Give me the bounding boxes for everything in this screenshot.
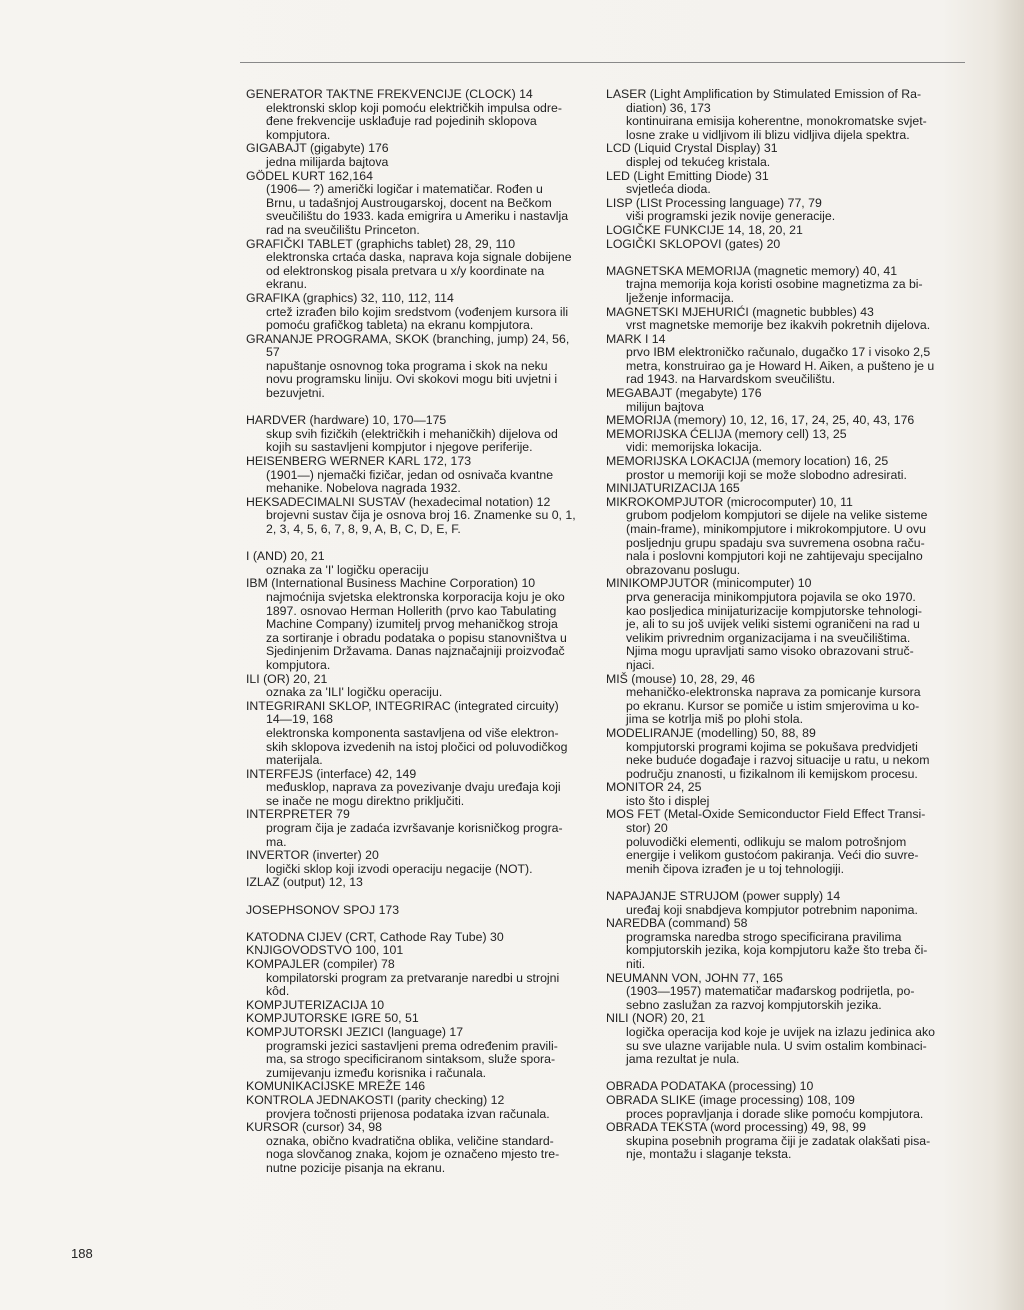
index-column-right	[606, 88, 958, 1162]
entry-definition: vidi: memorijska lokacija.	[626, 440, 762, 455]
entry-definition: (1906— ?) američki logičar i matematičar. Rođen u Brnu, u tadašnjoj Austrougarskoj, docent na Bečkom sveučilištu do 1933. kada emigrira u Ameriku i nastavlja rad na sveučilištu Princeton.	[266, 182, 569, 237]
entry-definition: oznaka, obično kvadratična oblika, veličine standard- noga slovčanog znaka, kojom je označeno mjesto tre- nutne pozicije pisanja na ekranu.	[266, 1133, 560, 1175]
index-entry	[606, 455, 958, 482]
index-entry	[246, 904, 602, 918]
entry-definition: prostor u memoriji koji se može slobodno adresirati.	[626, 467, 907, 482]
entry-definition: programski jezici sastavljeni prema određenim pravili- ma, sa strogo specificiranom sintaksom, služe spora- zumijevanju između korisnika i računala.	[266, 1038, 558, 1080]
index-entry	[606, 238, 958, 252]
entry-heading: INTERFEJS (interface) 42, 149	[246, 766, 417, 781]
entry-heading: NILI (NOR) 20, 21	[606, 1011, 706, 1026]
entry-definition: viši programski jezik novije generacije.	[626, 209, 836, 224]
index-entry	[246, 142, 602, 169]
index-entry	[606, 781, 958, 808]
entry-definition: najmoćnija svjetska elektronska korporacija koju je oko 1897. osnovao Herman Hollerith (prvo kao Tabulating Machine Company) izumitelj prvog mehaničkog stroja za sortiranje i obradu podataka o popisu stanovništva u Sjedinjenim Državama. Danas najznačajniji proizvođač kompjutora.	[266, 589, 567, 672]
index-entry	[606, 265, 958, 306]
index-entry	[606, 727, 958, 781]
index-entry	[246, 333, 602, 401]
entry-definition: prva generacija minikompjutora pojavila se oko 1970. kao posljedica minijaturizacije kompjutorske tehnologi- je, ali to su još uvijek veliki sistemi ograničeni na rad u velikim privrednim organizacijama i na sveučilištima. Njima mogu upravljati samo visoko obrazovani struč- njaci.	[626, 589, 922, 672]
entry-definition: kompilatorski program za pretvaranje naredbi u strojni kôd.	[266, 970, 560, 999]
index-entry	[606, 890, 958, 917]
entry-heading: OBRADA SLIKE (image processing) 108, 109	[606, 1092, 855, 1107]
entry-heading: INVERTOR (inverter) 20	[246, 848, 379, 863]
entry-definition: oznaka za 'ILI' logičku operaciju.	[266, 685, 443, 700]
entry-definition: trajna memorija koja koristi osobine magnetizma za bi- lježenje informacija.	[626, 277, 923, 305]
entry-heading: INTEGRIRANI SKLOP, INTEGRIRAC (integrated circuity)	[246, 698, 559, 713]
index-entry	[606, 972, 958, 1013]
index-entry	[246, 414, 602, 455]
index-entry	[606, 306, 958, 333]
index-entry	[606, 88, 958, 142]
entry-definition: kompjutorski programi kojima se pokušava predvidjeti neke buduće događaje i razvoj situacije u ratu, u nekom području znanosti, u fizikalnom ili kemijskom procesu.	[626, 739, 930, 781]
entry-heading: I (AND) 20, 21	[246, 549, 325, 564]
entry-heading: GRANANJE PROGRAMA, SKOK (branching, jump) 24, 56,	[246, 331, 570, 346]
entry-definition: skup svih fizičkih (električkih i mehaničkih) dijelova od kojih su sastavljeni kompjutor i njegove periferije.	[266, 426, 558, 455]
entry-definition: (1903—1957) matematičar mađarskog podrijetla, po- sebno zaslužan za razvoj kompjutorskih jezika.	[626, 984, 915, 1012]
entry-heading: OBRADA PODATAKA (processing) 10	[606, 1079, 814, 1094]
entry-heading: MEMORIJSKA LOKACIJA (memory location) 16, 25	[606, 454, 889, 469]
entry-heading: GRAFIČKI TABLET (graphichs tablet) 28, 29, 110	[246, 236, 516, 251]
index-entry	[246, 958, 602, 999]
index-entry	[606, 333, 958, 387]
page-number: 188	[71, 1246, 93, 1261]
entry-heading: MEMORIJA (memory) 10, 12, 16, 17, 24, 25, 40, 43, 176	[606, 413, 915, 428]
index-column-left	[246, 88, 602, 1176]
entry-heading: GENERATOR TAKTNE FREKVENCIJE (CLOCK) 14	[246, 87, 533, 101]
index-entry	[246, 876, 602, 890]
entry-heading: ILI (OR) 20, 21	[246, 671, 328, 686]
index-entry	[246, 1080, 602, 1094]
entry-definition: 57 napuštanje osnovnog toka programa i skok na neku novu programsku liniju. Ovi skokovi mogu biti uvjetni i bezuvjetni.	[266, 345, 558, 401]
index-entry	[606, 142, 958, 169]
index-entry	[606, 170, 958, 197]
entry-heading: KURSOR (cursor) 34, 98	[246, 1120, 382, 1135]
entry-heading: HEKSADECIMALNI SUSTAV (hexadecimal notation) 12	[246, 494, 551, 509]
index-entry	[246, 1121, 602, 1175]
entry-heading: NEUMANN VON, JOHN 77, 165	[606, 970, 783, 985]
entry-definition: brojevni sustav čija je osnova broj 16. Znamenke su 0, 1, 2, 3, 4, 5, 6, 7, 8, 9, A, B, C, D, E, F.	[266, 508, 576, 536]
entry-heading: MARK I 14	[606, 331, 666, 346]
entry-heading: LASER (Light Amplification by Stimulated Emission of Ra-	[606, 87, 922, 101]
entry-definition: grubom podjelom kompjutori se dijele na velike sisteme (main-frame), minikompjutore i mikrokompjutore. U ovu posljednju grupu spadaju sva suvremena osobna raču- nala i poslovni kompjutori koji ne zahtijevaju specijalno obrazovanu poslugu.	[626, 508, 928, 577]
entry-definition: diation) 36, 173 kontinuirana emisija koherentne, monokromatske svjet- losne zrake u vidljivom ili blizu vidljiva dijela spektra.	[626, 100, 927, 142]
entry-definition: uređaj koji snabdjeva kompjutor potrebnim naponima.	[626, 902, 918, 917]
index-entry	[606, 577, 958, 672]
index-entry	[606, 387, 958, 414]
index-entry	[606, 1012, 958, 1066]
index-entry	[606, 1080, 958, 1094]
entry-definition: stor) 20 poluvodički elementi, odlikuju se malom potrošnjom energije i velikom gustoćom pakiranja. Veći dio suvre- menih čipova izrađen je u toj tehnologiji.	[626, 821, 919, 876]
entry-heading: LCD (Liquid Crystal Display) 31	[606, 141, 778, 156]
entry-heading: KOMUNIKACIJSKE MREŽE 146	[246, 1079, 426, 1094]
entry-heading: OBRADA TEKSTA (word processing) 49, 98, 99	[606, 1120, 866, 1135]
index-entry	[246, 1094, 602, 1121]
entry-definition: prvo IBM elektroničko računalo, dugačko 17 i visoko 2,5 metra, konstruirao ga je Howard H. Aiken, a pušteno je u rad 1943. na Harvardskom sveučilištu.	[626, 345, 935, 387]
entry-heading: GRAFIKA (graphics) 32, 110, 112, 114	[246, 290, 454, 305]
entry-definition: međusklop, naprava za povezivanje dvaju uređaja koji se inače ne mogu direktno priključiti.	[266, 780, 561, 808]
entry-heading: LISP (LISt Processing language) 77, 79	[606, 195, 822, 210]
index-entry	[246, 931, 602, 945]
index-entry	[246, 768, 602, 809]
entry-heading: JOSEPHSONOV SPOJ 173	[246, 902, 400, 917]
entry-heading: NAPAJANJE STRUJOM (power supply) 14	[606, 889, 841, 904]
entry-definition: elektronski sklop koji pomoću električkih impulsa odre- đene frekvencije usklađuje rad pojedinih sklopova kompjutora.	[266, 100, 562, 142]
index-entry	[606, 917, 958, 971]
index-entry	[606, 1094, 958, 1121]
entry-heading: IZLAZ (output) 12, 13	[246, 875, 363, 890]
index-entry	[606, 1121, 958, 1162]
index-entry	[246, 550, 602, 577]
index-entry	[246, 170, 602, 238]
entry-heading: MAGNETSKI MJEHURIĆI (magnetic bubbles) 43	[606, 304, 874, 319]
index-entry	[246, 700, 602, 768]
entry-definition: skupina posebnih programa čiji je zadatak olakšati pisa- nje, montažu i slaganje teksta.	[626, 1133, 931, 1162]
entry-definition: milijun bajtova	[626, 399, 704, 414]
entry-heading: MINIKOMPJUTOR (minicomputer) 10	[606, 576, 812, 591]
entry-heading: KOMPJUTORSKI JEZICI (language) 17	[246, 1024, 464, 1039]
index-entry	[246, 999, 602, 1013]
entry-definition: programska naredba strogo specificirana pravilima kompjutorskih jezika, koja kompjutoru kaže što treba či- niti.	[626, 929, 928, 971]
index-entry	[246, 455, 602, 496]
index-entry	[246, 1012, 602, 1026]
entry-heading: HEISENBERG WERNER KARL 172, 173	[246, 454, 472, 469]
entry-heading: GIGABAJT (gigabyte) 176	[246, 141, 389, 156]
entry-definition: jedna milijarda bajtova	[266, 154, 389, 169]
index-entry	[246, 808, 602, 849]
entry-definition: proces popravljanja i dorade slike pomoću kompjutora.	[626, 1106, 924, 1121]
entry-heading: LED (Light Emitting Diode) 31	[606, 168, 769, 183]
index-entry	[246, 496, 602, 537]
entry-heading: HARDVER (hardware) 10, 170—175	[246, 413, 447, 428]
index-entry	[606, 673, 958, 727]
entry-definition: svjetleća dioda.	[626, 182, 711, 197]
entry-definition: oznaka za 'I' logičku operaciju	[266, 562, 429, 577]
entry-definition: crtež izrađen bilo kojim sredstvom (vođenjem kursora ili pomoću grafičkog tableta) na ekranu kompjutora.	[266, 304, 569, 333]
index-entry	[246, 577, 602, 672]
entry-definition: 14—19, 168 elektronska komponenta sastavljena od više elektron- skih sklopova izvedenih na istoj pločici od poluvodičkog materijala.	[266, 712, 568, 768]
index-entry	[606, 414, 958, 428]
index-entry	[246, 292, 602, 333]
entry-heading: GÖDEL KURT 162,164	[246, 168, 373, 183]
entry-heading: MAGNETSKA MEMORIJA (magnetic memory) 40, 41	[606, 263, 898, 278]
entry-heading: KOMPJUTERIZACIJA 10	[246, 997, 385, 1012]
entry-definition: provjera točnosti prijenosa podataka izvan računala.	[266, 1106, 550, 1121]
entry-heading: KATODNA CIJEV (CRT, Cathode Ray Tube) 30	[246, 929, 504, 944]
entry-heading: MINIJATURIZACIJA 165	[606, 481, 740, 496]
entry-heading: MEMORIJSKA ĆELIJA (memory cell) 13, 25	[606, 426, 847, 441]
index-entry	[246, 673, 602, 700]
entry-heading: MONITOR 24, 25	[606, 780, 702, 795]
entry-heading: NAREDBA (command) 58	[606, 916, 748, 931]
index-entry	[606, 224, 958, 238]
entry-definition: (1901—) njemački fizičar, jedan od osnivača kvantne mehanike. Nobelova nagrada 1932.	[266, 467, 554, 496]
index-entry	[246, 238, 602, 292]
entry-heading: KONTROLA JEDNAKOSTI (parity checking) 12	[246, 1092, 505, 1107]
entry-definition: vrst magnetske memorije bez ikakvih pokretnih dijelova.	[626, 318, 931, 333]
entry-heading: MIŠ (mouse) 10, 28, 29, 46	[606, 671, 756, 686]
entry-heading: LOGIČKE FUNKCIJE 14, 18, 20, 21	[606, 222, 803, 237]
entry-definition: isto što i displej	[626, 793, 710, 808]
index-entry	[606, 428, 958, 455]
entry-heading: MIKROKOMPJUTOR (microcomputer) 10, 11	[606, 494, 853, 509]
entry-heading: INTERPRETER 79	[246, 807, 350, 822]
entry-heading: MOS FET (Metal-Oxide Semiconductor Field Effect Transi-	[606, 807, 926, 822]
entry-heading: LOGIČKI SKLOPOVI (gates) 20	[606, 236, 781, 251]
index-entry	[606, 808, 958, 876]
index-entry	[246, 88, 602, 142]
entry-heading: MEGABAJT (megabyte) 176	[606, 386, 762, 401]
entry-definition: mehaničko-elektronska naprava za pomicanje kursora po ekranu. Kursor se pomiče u istim smjerovima u ko- jima se kotrlja miš po plohi stola.	[626, 685, 921, 727]
entry-heading: KNJIGOVODSTVO 100, 101	[246, 943, 404, 958]
index-entry	[246, 944, 602, 958]
index-entry	[606, 482, 958, 496]
entry-definition: elektronska crtaća daska, naprava koja signale dobijene od elektronskog pisala pretvara u x/y koordinate na ekranu.	[266, 250, 572, 292]
entry-heading: KOMPJUTORSKE IGRE 50, 51	[246, 1011, 419, 1026]
index-entry	[606, 197, 958, 224]
index-entry	[606, 496, 958, 578]
entry-definition: program čija je zadaća izvršavanje korisničkog progra- ma.	[266, 821, 563, 849]
entry-definition: logička operacija kod koje je uvijek na izlazu jedinica ako su sve ulazne varijable nula. U svim ostalim kombinaci- jama rezultat je nula.	[626, 1024, 935, 1067]
entry-heading: MODELIRANJE (modelling) 50, 88, 89	[606, 725, 816, 740]
index-entry	[246, 1026, 602, 1080]
entry-definition: displej od tekućeg kristala.	[626, 154, 771, 169]
top-rule	[240, 62, 965, 63]
entry-heading: IBM (International Business Machine Corporation) 10	[246, 576, 536, 591]
entry-definition: logički sklop koji izvodi operaciju negacije (NOT).	[266, 861, 533, 876]
index-entry	[246, 849, 602, 876]
entry-heading: KOMPAJLER (compiler) 78	[246, 957, 395, 971]
